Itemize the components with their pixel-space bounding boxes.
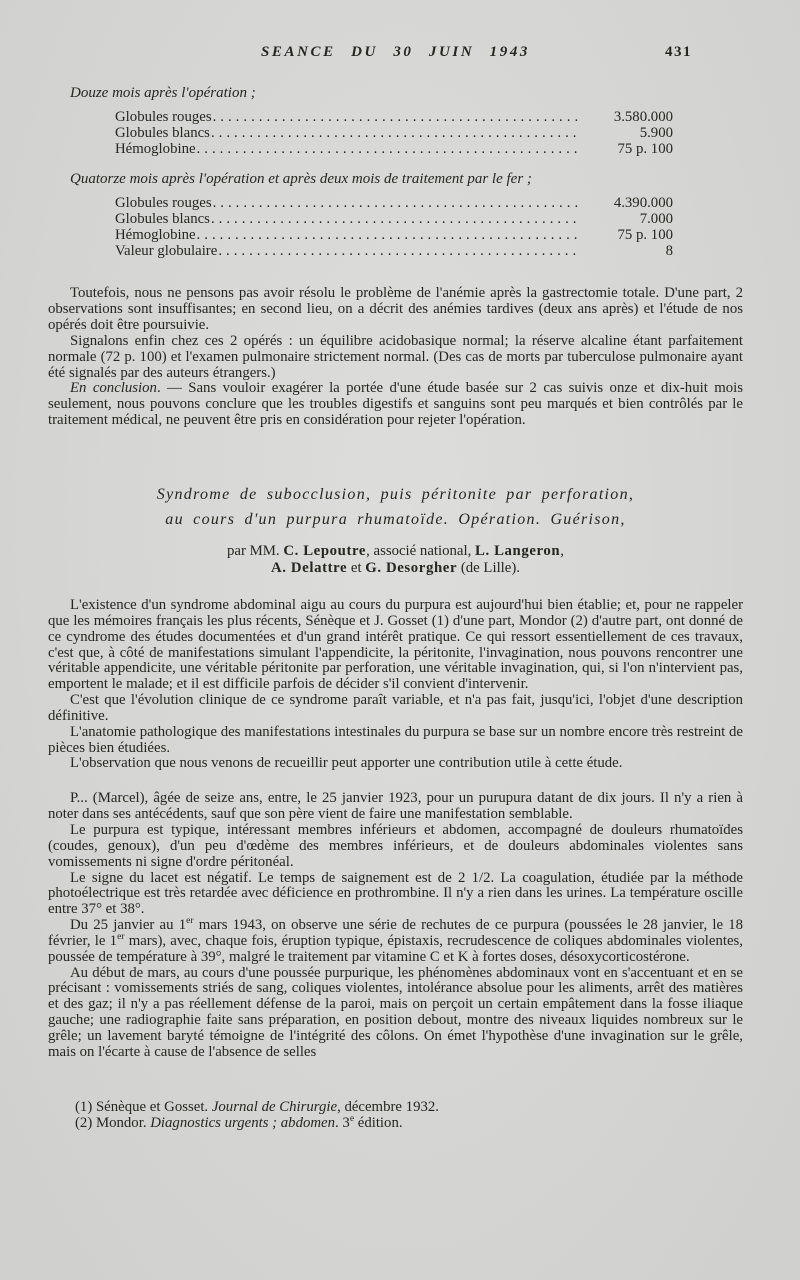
authors-text: , — [560, 543, 564, 560]
superscript-e: e — [349, 1114, 355, 1125]
dot-leader — [211, 125, 581, 141]
footnote-text: , décembre 1932. — [337, 1098, 439, 1115]
footnote-text: édition. — [354, 1114, 403, 1131]
row-value: 75 p. 100 — [617, 141, 673, 158]
footnote-text: (2) Mondor. — [75, 1114, 151, 1131]
fourteen-months-results-table — [115, 195, 673, 260]
table-row — [115, 141, 673, 157]
article-authors — [48, 543, 743, 576]
dot-leader — [211, 211, 581, 227]
row-label: Globules blancs — [115, 210, 210, 227]
row-value: 4.390.000 — [613, 194, 673, 211]
table-row — [115, 125, 673, 141]
table-row — [115, 243, 673, 259]
footnote-book-title: Diagnostics urgents ; abdomen — [150, 1114, 336, 1131]
superscript-er: er — [186, 916, 194, 927]
row-value: 7.000 — [639, 210, 673, 227]
authors-line1 — [48, 543, 743, 560]
authors-text: et — [347, 559, 366, 576]
footnote-1 — [75, 1099, 743, 1115]
case-paragraph-1: P... (Marcel), âgée de seize ans, entre, le 25 janvier 1923, pour un purupura datant de dix jours. Il n'y a rien à noter dans ses antécédents, sauf que son père vient de faire une manifestation semblable. — [48, 790, 743, 823]
table-row — [115, 227, 673, 243]
footnote-text: (1) Sénèque et Gosset. — [75, 1098, 212, 1115]
article-title — [48, 483, 743, 532]
footnotes — [75, 1099, 743, 1132]
authors-line2 — [48, 560, 743, 577]
row-value: 75 p. 100 — [617, 227, 673, 244]
row-value: 5.900 — [639, 125, 673, 142]
case-text: mars), avec, chaque fois, éruption typique, épistaxis, recrudescence de coliques abdominales violentes, poussée de température à 39°, malgré le traitement par vitamine C et K à fortes doses, désoxycorticostérone. — [48, 932, 744, 965]
intro-paragraph-1: L'existence d'un syndrome abdominal aigu au cours du purpura est aujourd'hui bien établie; et, pour ne rappeler que les mémoires français les plus récents, Sénèque et J. Gosset (1) d'une part, Mondor (2) d'autre part, ont donné de ce cyndrome des études documentées et d'un grand intérêt pratique. Ce qui ressort essentiellement de ces travaux, c'est que, à côté de manifestations simulant l'appendicite, la péritonite, l'invagination, nous pouvons rencontrer une véritable appendicite, une véritable péritonite par perforation, une véritable invagination, qui, si l'on n'intervient pas, emportent le malade; et il est difficile parfois de décider s'il convient d'intervenir. — [48, 597, 743, 693]
case-paragraph-3: Le signe du lacet est négatif. Le temps de saignement est de 2 1/2. La coagulation, étudiée par la méthode photoélectrique est très retardée avec déficience en prothrombine. Il n'y a rien dans les urines. La température oscille entre 37° et 38°. — [48, 869, 743, 918]
row-label: Globules blancs — [115, 125, 210, 142]
case-paragraph-4 — [48, 918, 743, 966]
dot-leader — [213, 109, 581, 125]
article-title-line2: au cours d'un purpura rhumatoïde. Opération. Guérison, — [165, 510, 626, 528]
row-label: Globules rouges — [115, 109, 212, 125]
dot-leader — [197, 227, 581, 243]
table-row — [115, 195, 673, 211]
dot-leader — [197, 141, 581, 157]
row-value: 8 — [665, 243, 673, 260]
discussion-paragraph-2: Signalons enfin chez ces 2 opérés : un équilibre acidobasique normal; la réserve alcaline étant parfaitement normale (72 p. 100) et l'examen pulmonaire strictement normal. (Des cas de morts par tuberculose pulmonaire ayant été signalés par des auteurs étrangers.) — [48, 332, 743, 381]
footnote-journal-title: Journal de Chirurgie — [211, 1098, 338, 1115]
fourteen-months-heading: Quatorze mois après l'opération et après deux mois de traitement par le fer ; — [70, 170, 532, 187]
journal-header-title: SEANCE DU 30 JUIN 1943 — [260, 44, 531, 60]
article-title-line1: Syndrome de subocclusion, puis péritonite par perforation, — [156, 486, 635, 504]
author-name: L. Langeron — [475, 543, 561, 560]
footnote-2 — [75, 1115, 743, 1131]
dot-leader — [218, 243, 581, 259]
case-paragraph-2: Le purpura est typique, intéressant membres inférieurs et abdomen, accompagné de douleurs rhumatoïdes (coudes, genoux), d'un peu d'œdème des membres inférieurs, et de douleurs abdominales violentes sans vomissements ni signe d'ordre péritonéal. — [48, 821, 743, 870]
row-label: Valeur globulaire — [115, 243, 218, 260]
author-name: C. Lepoutre — [283, 543, 367, 560]
page-header — [48, 44, 743, 61]
case-paragraph-5: Au début de mars, au cours d'une poussée purpurique, les phénomènes abdominaux vont en s'accentuant et en se précisant : vomissements striés de sang, coliques violentes, intolérance absolue pour les aliments, arrêt des matières et des gaz; il n'y a pas réellement défense de la paroi, mais on perçoit un certain empâtement dans la fosse iliaque gauche; une radiographie faite sans préparation, en position debout, montre des niveaux liquides nombreux sur le grêle; un lavement baryté témoigne de l'intégrité des côlons. On émet l'hypothèse d'une invagination sur le grêle, mais on l'écarte à cause de l'absence de selles — [48, 964, 743, 1060]
conclusion-text: . — Sans vouloir exagérer la portée d'une étude basée sur 2 cas suivis onze et dix-huit mois seulement, nous pouvons conclure que les troubles digestifs et sanguins sont peu marqués et bien contrôlés par le traitement médical, ne peuvent être pris en considération pour rejeter l'opération. — [48, 380, 743, 429]
page-number: 431 — [665, 44, 692, 60]
intro-paragraph-3: L'anatomie pathologique des manifestations intestinales du purpura se base sur un nombre encore très restreint de pièces bien étudiées. — [48, 723, 743, 756]
footnote-text: . 3 — [335, 1114, 350, 1131]
intro-paragraph-4: L'observation que nous venons de recueillir peut apporter une contribution utile à cette étude. — [70, 755, 623, 772]
table-row — [115, 109, 673, 125]
twelve-months-heading: Douze mois après l'opération ; — [70, 85, 256, 101]
authors-text: , associé national, — [366, 543, 475, 560]
table-row — [115, 211, 673, 227]
intro-paragraph-2: C'est que l'évolution clinique de ce syndrome paraît variable, et n'a pas fait, jusqu'ici, l'objet d'une description définitive. — [48, 692, 743, 724]
row-label: Hémoglobine — [115, 141, 196, 158]
superscript-er: er — [117, 931, 125, 942]
twelve-months-results-table — [115, 109, 673, 158]
discussion-conclusion-paragraph — [48, 381, 743, 429]
case-text: Du 25 janvier au 1 — [70, 917, 187, 934]
author-name: G. Desorgher — [365, 559, 458, 576]
dot-leader — [213, 195, 581, 211]
row-label: Globules rouges — [115, 194, 212, 211]
case-text: mars 1943, on observe une série de rechutes de ce purpura (poussées le 28 janvier, le 18 février, le 1 — [48, 917, 744, 949]
authors-by: par MM. — [227, 543, 284, 560]
authors-text: (de Lille). — [457, 559, 520, 576]
author-name: A. Delattre — [271, 559, 348, 576]
conclusion-lead: En conclusion — [70, 380, 157, 397]
row-label: Hémoglobine — [115, 227, 196, 244]
row-value: 3.580.000 — [613, 109, 673, 125]
discussion-paragraph-1: Toutefois, nous ne pensons pas avoir résolu le problème de l'anémie après la gastrectomie totale. D'une part, 2 observations sont insuffisantes; en second lieu, on a décrit des anémies tardives (deux ans après) et l'étude de nos opérés doit être poursuivie. — [48, 285, 743, 334]
